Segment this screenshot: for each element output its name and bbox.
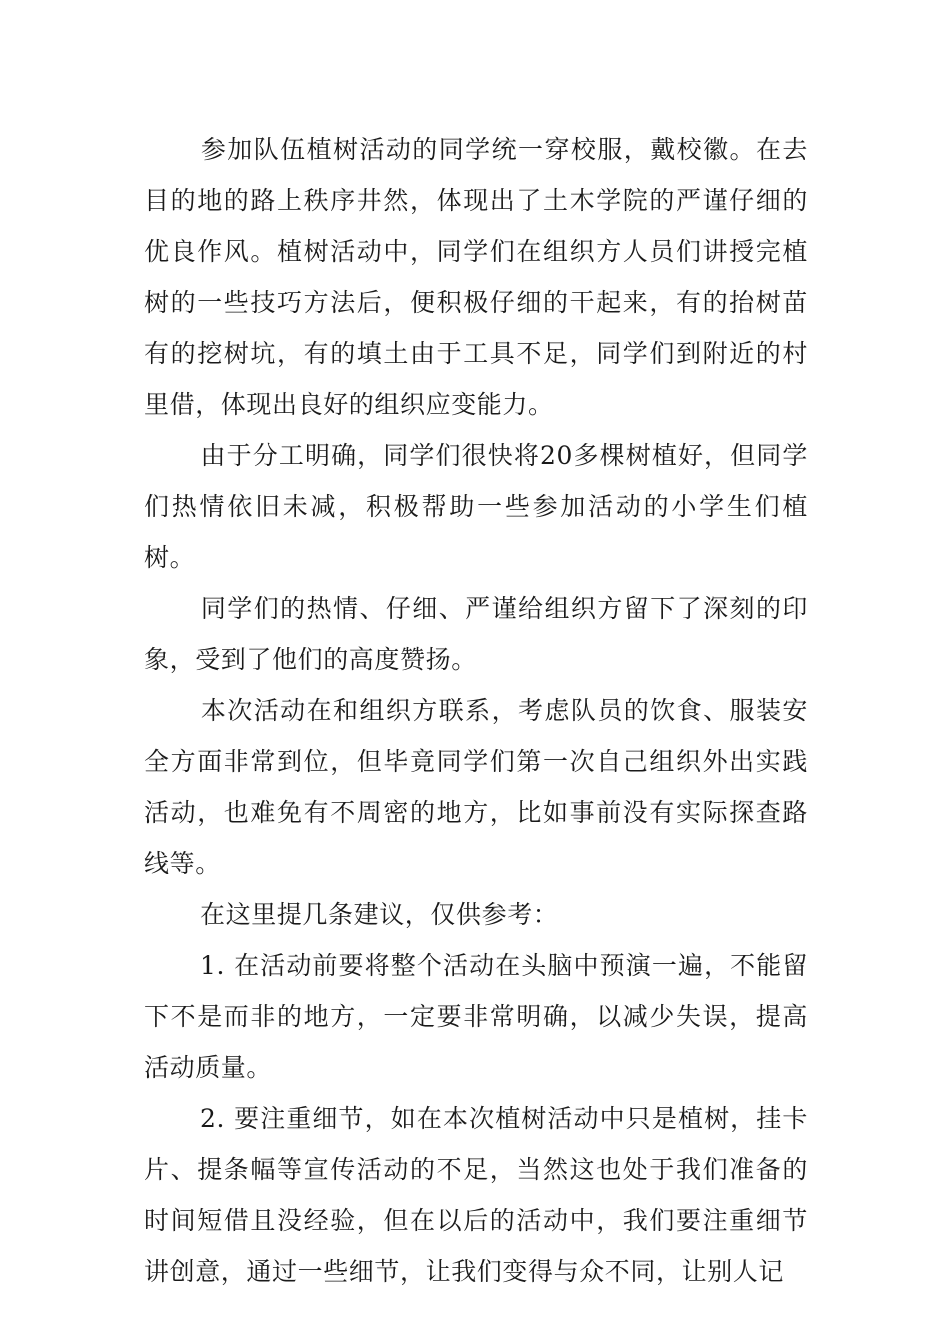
paragraph-3 bbox=[144, 583, 808, 685]
paragraph-2 bbox=[144, 430, 808, 583]
paragraph-6-list-item-1 bbox=[144, 940, 808, 1093]
paragraph-1-text: 参加队伍植树活动的同学统一穿校服，戴校徽。在去目的地的路上秩序井然，体现出了土木学院的严谨仔细的优良作风。植树活动中，同学们在组织方人员们讲授完植树的一些技巧方法后，便积极仔细的干起来，有的抬树苗有的挖树坑，有的填土由于工具不足，同学们到附近的村里借，体现出良好的组织应变能力。 bbox=[144, 135, 808, 419]
document-body bbox=[144, 124, 808, 1297]
paragraph-5-text: 在这里提几条建议，仅供参考： bbox=[200, 900, 559, 929]
paragraph-3-text: 同学们的热情、仔细、严谨给组织方留下了深刻的印象，受到了他们的高度赞扬。 bbox=[144, 594, 808, 674]
paragraph-4-text: 本次活动在和组织方联系，考虑队员的饮食、服装安全方面非常到位，但毕竟同学们第一次自己组织外出实践活动，也难免有不周密的地方，比如事前没有实际探查路线等。 bbox=[144, 696, 808, 878]
paragraph-2-text: 由于分工明确，同学们很快将20多棵树植好，但同学们热情依旧未减，积极帮助一些参加活动的小学生们植树。 bbox=[144, 441, 808, 572]
paragraph-6-text: 1. 在活动前要将整个活动在头脑中预演一遍，不能留下不是而非的地方，一定要非常明确，以减少失误，提高活动质量。 bbox=[144, 951, 808, 1082]
paragraph-5 bbox=[144, 889, 808, 940]
paragraph-7-text: 2. 要注重细节，如在本次植树活动中只是植树，挂卡片、提条幅等宣传活动的不足，当然这也处于我们准备的时间短借且没经验，但在以后的活动中，我们要注重细节讲创意，通过一些细节，让我们变得与众不同，让别人记 bbox=[144, 1104, 808, 1286]
paragraph-4 bbox=[144, 685, 808, 889]
paragraph-7-list-item-2 bbox=[144, 1093, 808, 1297]
paragraph-1 bbox=[144, 124, 808, 430]
